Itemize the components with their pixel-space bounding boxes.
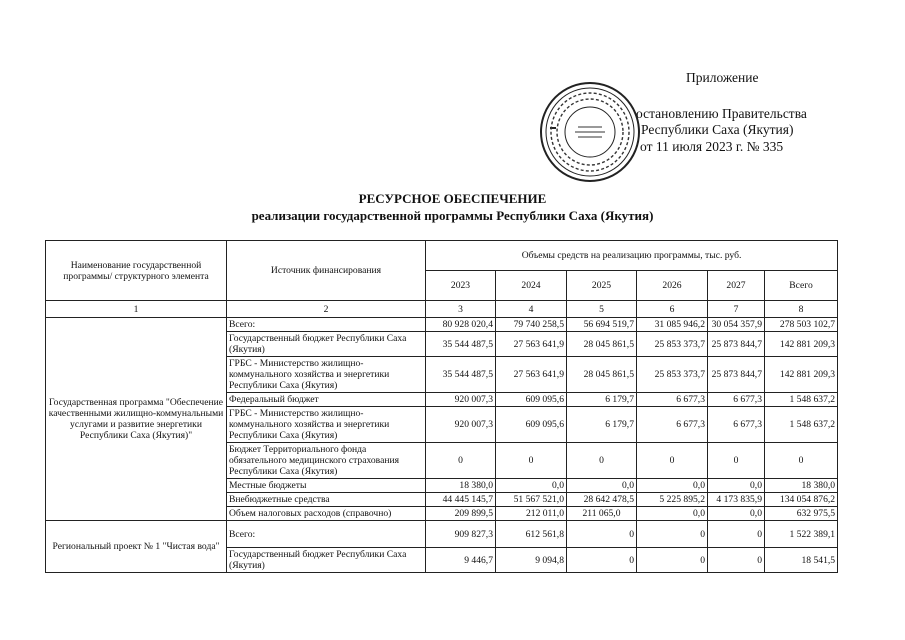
table-row [46,318,838,332]
value-cell: 9 446,7 [426,548,496,573]
total-cell: 278 503 102,7 [765,318,838,332]
value-cell: 0 [637,548,708,573]
value-cell: 0 [708,443,765,479]
value-cell: 27 563 641,9 [496,357,567,393]
value-cell: 0 [637,521,708,548]
total-cell: 134 054 876,2 [765,493,838,507]
total-cell: 1 548 637,2 [765,393,838,407]
column-number: 5 [567,301,637,318]
value-cell: 0,0 [708,479,765,493]
total-cell: 0 [765,443,838,479]
header-total: Всего [765,271,838,301]
value-cell: 0,0 [637,479,708,493]
value-cell: 6 179,7 [567,407,637,443]
header-name: Наименование государственной программы/ структурного элемента [46,241,227,301]
document-subtitle: реализации государственной программы Республики Саха (Якутия) [251,208,654,223]
project-name: Региональный проект № 1 "Чистая вода" [46,521,227,573]
value-cell: 212 011,0 [496,507,567,521]
value-cell: 0 [426,443,496,479]
value-cell: 0 [496,443,567,479]
table-row [46,521,838,548]
value-cell: 6 677,3 [637,393,708,407]
source-cell: Внебюджетные средства [227,493,426,507]
column-number: 1 [46,301,227,318]
value-cell: 30 054 357,9 [708,318,765,332]
value-cell: 920 007,3 [426,407,496,443]
value-cell: 44 445 145,7 [426,493,496,507]
total-cell: 142 881 209,3 [765,357,838,393]
value-cell: 25 853 373,7 [637,332,708,357]
value-cell: 0 [637,443,708,479]
value-cell: 5 225 895,2 [637,493,708,507]
value-cell: 609 095,6 [496,407,567,443]
program-name: Государственная программа "Обеспечение качественными жилищно-коммунальными услугами и развитие энергетики Республики Саха (Якутия)" [46,318,227,521]
value-cell: 4 173 835,9 [708,493,765,507]
appendix-government: Республики Саха (Якутия) [641,122,794,137]
value-cell: 28 045 861,5 [567,357,637,393]
total-cell: 142 881 209,3 [765,332,838,357]
value-cell: 9 094,8 [496,548,567,573]
value-cell: 35 544 487,5 [426,357,496,393]
value-cell: 0,0 [708,507,765,521]
appendix-block [0,0,905,185]
value-cell: 18 380,0 [426,479,496,493]
value-cell: 6 677,3 [637,407,708,443]
total-cell: 1 522 389,1 [765,521,838,548]
total-cell: 18 541,5 [765,548,838,573]
value-cell: 6 677,3 [708,393,765,407]
header-source: Источник финансирования [227,241,426,301]
column-number: 3 [426,301,496,318]
value-cell: 6 179,7 [567,393,637,407]
column-number: 2 [227,301,426,318]
source-cell: Государственный бюджет Республики Саха (Якутия) [227,332,426,357]
appendix-title: Приложение [686,70,759,85]
value-cell: 909 827,3 [426,521,496,548]
header-year: 2025 [567,271,637,301]
source-cell: Местные бюджеты [227,479,426,493]
value-cell: 31 085 946,2 [637,318,708,332]
source-cell: Бюджет Территориального фонда обязательного медицинского страхования Республики Саха (Якутия) [227,443,426,479]
total-cell: 18 380,0 [765,479,838,493]
value-cell: 0 [708,548,765,573]
column-number: 4 [496,301,567,318]
column-number: 7 [708,301,765,318]
appendix-date: от 11 июля 2023 г. № 335 [640,139,784,154]
value-cell: 0,0 [637,507,708,521]
header-year: 2026 [637,271,708,301]
value-cell: 56 694 519,7 [567,318,637,332]
header-year: 2027 [708,271,765,301]
official-seal-stamp [538,80,642,184]
column-number: 6 [637,301,708,318]
value-cell: 80 928 020,4 [426,318,496,332]
column-number: 8 [765,301,838,318]
value-cell: 6 677,3 [708,407,765,443]
total-cell: 632 975,5 [765,507,838,521]
value-cell: 25 873 844,7 [708,332,765,357]
value-cell: 79 740 258,5 [496,318,567,332]
source-cell: ГРБС - Министерство жилищно-коммунального хозяйства и энергетики Республики Саха (Якутия) [227,407,426,443]
value-cell: 27 563 641,9 [496,332,567,357]
source-cell: Государственный бюджет Республики Саха (Якутия) [227,548,426,573]
resource-table [45,240,838,573]
value-cell: 35 544 487,5 [426,332,496,357]
source-cell: Федеральный бюджет [227,393,426,407]
source-cell: ГРБС - Министерство жилищно-коммунального хозяйства и энергетики Республики Саха (Якутия) [227,357,426,393]
total-cell: 1 548 637,2 [765,407,838,443]
value-cell: 0 [708,521,765,548]
value-cell: 0 [567,521,637,548]
value-cell: 612 561,8 [496,521,567,548]
appendix-resolution: остановлению Правительства [636,106,807,121]
value-cell: 0,0 [496,479,567,493]
source-cell: Всего: [227,318,426,332]
source-cell: Объем налоговых расходов (справочно) [227,507,426,521]
value-cell: 920 007,3 [426,393,496,407]
value-cell: 25 853 373,7 [637,357,708,393]
header-year: 2024 [496,271,567,301]
value-cell: 0 [567,443,637,479]
header-volume: Объемы средств на реализацию программы, тыс. руб. [426,241,838,271]
value-cell: 609 095,6 [496,393,567,407]
value-cell: 51 567 521,0 [496,493,567,507]
document-title: РЕСУРСНОЕ ОБЕСПЕЧЕНИЕ [358,191,547,206]
header-year: 2023 [426,271,496,301]
value-cell: 25 873 844,7 [708,357,765,393]
value-cell: 0,0 [567,479,637,493]
value-cell: 209 899,5 [426,507,496,521]
value-cell: 28 045 861,5 [567,332,637,357]
source-cell: Всего: [227,521,426,548]
value-cell: 0 [567,548,637,573]
value-cell: 211 065,0 [567,507,637,521]
value-cell: 28 642 478,5 [567,493,637,507]
